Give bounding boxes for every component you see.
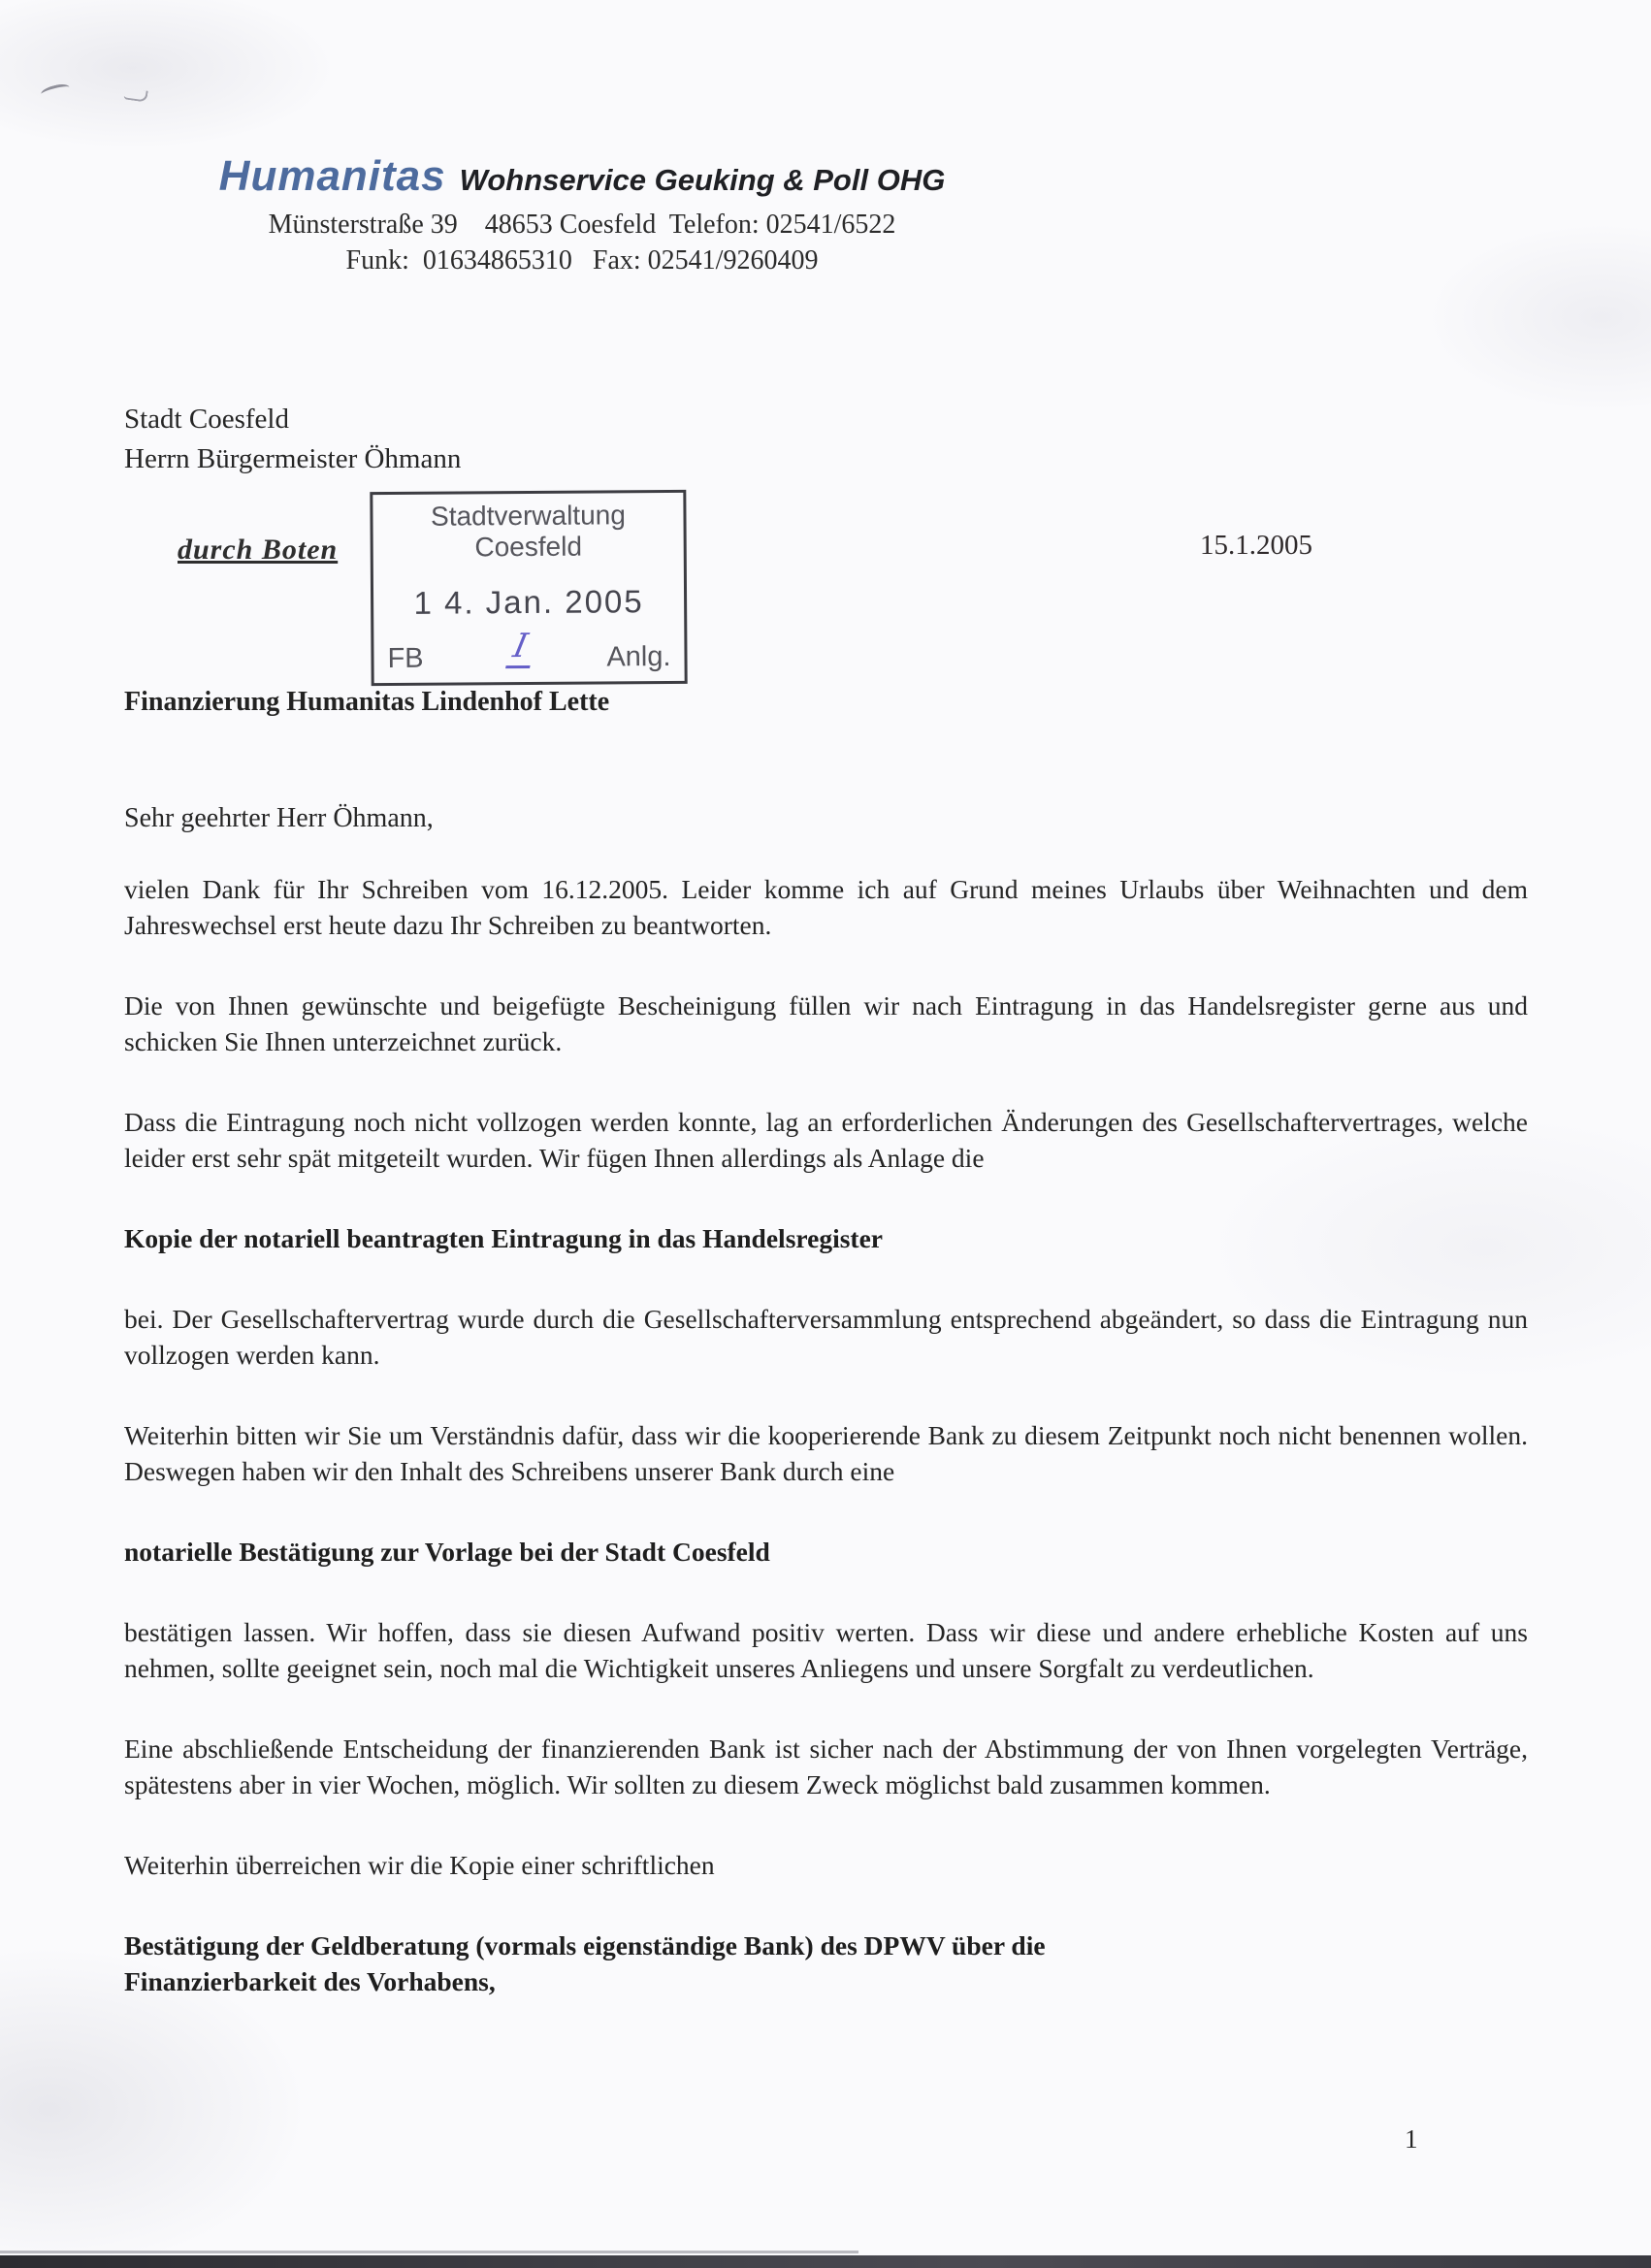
bold-heading: notarielle Bestätigung zur Vorlage bei der Stadt Coesfeld	[124, 1537, 770, 1567]
stamp-organization	[372, 500, 683, 564]
brand-logo-text: Humanitas	[218, 152, 446, 200]
bold-heading: Kopie der notariell beantragten Eintragung in das Handelsregister	[124, 1223, 883, 1253]
letter-date: 15.1.2005	[1200, 530, 1312, 561]
page-number: 1	[1405, 2124, 1418, 2154]
body-paragraph: Dass die Eintragung noch nicht vollzogen werden konnte, lag an erforderlichen Änderungen des Gesellschaftervertrages, welche leider erst sehr spät mitgeteilt wurden. Wir fügen Ihnen allerdings als Anlage die	[124, 1107, 1528, 1173]
letterhead-contact-line: Funk: 01634865310 Fax: 02541/9260409	[345, 245, 819, 276]
delivery-note: durch Boten	[178, 534, 339, 566]
recipient-line-1: Stadt Coesfeld	[124, 404, 289, 435]
letter-body	[124, 871, 1528, 2044]
stamp-handwritten-mark: I	[505, 627, 538, 668]
subject-line: Finanzierung Humanitas Lindenhof Lette	[124, 687, 610, 717]
recipient-line-2: Herrn Bürgermeister Öhmann	[124, 443, 462, 474]
bold-heading: Finanzierbarkeit des Vorhabens,	[124, 1966, 496, 1996]
body-paragraph: Weiterhin überreichen wir die Kopie einer schriftlichen	[124, 1850, 715, 1880]
body-paragraph: vielen Dank für Ihr Schreiben vom 16.12.2005. Leider komme ich auf Grund meines Urlaubs über Weihnachten und dem Jahreswechsel erst heute dazu Ihr Schreiben zu beantworten.	[124, 874, 1528, 940]
stamp-fb-label: FB	[387, 642, 424, 675]
stamp-bottom-row	[373, 626, 684, 677]
scan-edge-line	[0, 2251, 858, 2253]
body-paragraph: bei. Der Gesellschaftervertrag wurde durch die Gesellschafterversammlung entsprechend abgeändert, so dass die Eintragung nun vollzogen werden kann.	[124, 1304, 1528, 1370]
stamp-date: 1 4. Jan. 2005	[413, 583, 644, 621]
salutation: Sehr geehrter Herr Öhmann,	[124, 803, 434, 833]
company-title-line	[136, 153, 1028, 200]
stamp-org-line-2: Coesfeld	[474, 531, 583, 563]
letterhead	[136, 153, 1028, 277]
body-paragraph: Weiterhin bitten wir Sie um Verständnis dafür, dass wir die kooperierende Bank zu diesem Zeitpunkt noch nicht benennen wollen. Deswegen haben wir den Inhalt des Schreibens unserer Bank durch eine	[124, 1420, 1528, 1486]
stamp-org-line-1: Stadtverwaltung	[430, 500, 626, 532]
pencil-mark	[123, 87, 147, 102]
receipt-stamp	[370, 490, 687, 686]
bold-heading: Bestätigung der Geldberatung (vormals eigenständige Bank) des DPWV über die	[124, 1930, 1046, 1960]
recipient-block	[124, 400, 461, 479]
pencil-mark	[40, 82, 71, 100]
letterhead-address-line: Münsterstraße 39 48653 Coesfeld Telefon: 02541/6522	[268, 210, 896, 241]
body-paragraph: Eine abschließende Entscheidung der finanzierenden Bank ist sicher nach der Abstimmung der von Ihnen vorgelegten Verträge, spätestens aber in vier Wochen, möglich. Wir sollten zu diesem Zweck möglichst bald zusammen kommen.	[124, 1733, 1528, 1799]
body-paragraph: bestätigen lassen. Wir hoffen, dass sie diesen Aufwand positiv werten. Dass wir diese und andere erhebliche Kosten auf uns nehmen, sollte geeignet sein, noch mal die Wichtigkeit unseres Anliegens und unsere Sorgfalt zu verdeutlichen.	[124, 1617, 1528, 1683]
company-name: Wohnservice Geuking & Poll OHG	[459, 163, 946, 197]
body-paragraph: Die von Ihnen gewünschte und beigefügte Bescheinigung füllen wir nach Eintragung in das Handelsregister gerne aus und schicken Sie Ihnen unterzeichnet zurück.	[124, 990, 1528, 1056]
stamp-anlg-label: Anlg.	[606, 640, 671, 673]
scan-bottom-edge	[0, 2255, 1651, 2268]
